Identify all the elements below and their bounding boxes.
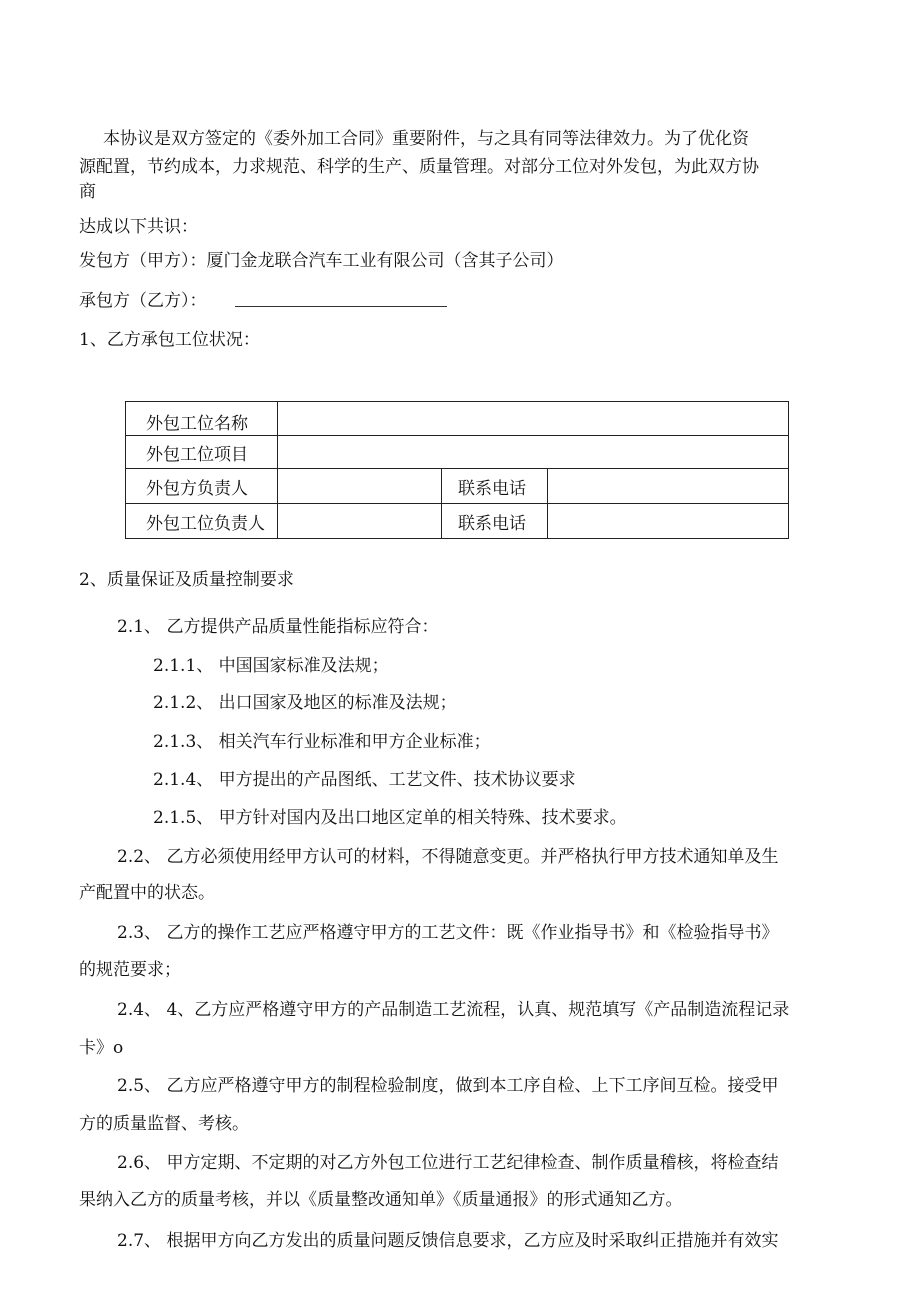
table-row (126, 402, 789, 436)
clause-2-5-line2: 方的质量监督、考核。 (79, 1114, 249, 1134)
station-item-value[interactable] (278, 436, 789, 469)
table-row (126, 469, 789, 504)
clause-2-5-line1: 2.5、 乙方应严格遵守甲方的制程检验制度，做到本工序自检、上下工序间互检。接受甲 (117, 1076, 779, 1096)
clause-2-2-line1: 2.2、 乙方必须使用经甲方认可的材料，不得随意变更。并严格执行甲方技术通知单及生 (117, 847, 779, 867)
clause-2-2-line2: 产配置中的状态。 (79, 883, 215, 903)
station-manager-value[interactable] (278, 504, 442, 539)
section2-heading: 2、质量保证及质量控制要求 (79, 570, 294, 590)
clause-2-4-line2: 卡》o (79, 1038, 124, 1058)
consensus-line: 达成以下共识： (79, 217, 198, 237)
party-a-line: 发包方（甲方）：厦门金龙联合汽车工业有限公司（含其子公司） (79, 251, 564, 271)
clause-2-4-line1: 2.4、 4、乙方应严格遵守甲方的产品制造工艺流程，认真、规范填写《产品制造流程记录 (117, 1000, 790, 1020)
station-name-value[interactable] (278, 402, 789, 436)
outsourcer-manager-value[interactable] (278, 469, 442, 504)
station-info-table (125, 401, 789, 539)
intro-line-3: 商 (79, 182, 96, 202)
clause-2-1-2: 2.1.2、 出口国家及地区的标准及法规； (153, 693, 457, 713)
party-b-label: 承包方（乙方）： (79, 291, 207, 311)
clause-2-3-line1: 2.3、 乙方的操作工艺应严格遵守甲方的工艺文件：既《作业指导书》和《检验指导书》 (117, 923, 779, 943)
station-phone-value[interactable] (548, 504, 789, 539)
clause-2-1-3: 2.1.3、 相关汽车行业标准和甲方企业标准； (153, 732, 491, 752)
clause-2-6-line2: 果纳入乙方的质量考核，并以《质量整改通知单》《质量通报》的形式通知乙方。 (79, 1190, 683, 1210)
outsourcer-manager-label: 外包方负责人 (126, 469, 278, 504)
intro-line-1: 本协议是双方签定的《委外加工合同》重要附件，与之具有同等法律效力。为了优化资 (103, 129, 749, 149)
clause-2-1: 2.1、 乙方提供产品质量性能指标应符合： (117, 617, 439, 637)
station-name-label: 外包工位名称 (126, 402, 278, 436)
clause-2-6-line1: 2.6、 甲方定期、不定期的对乙方外包工位进行工艺纪律检查、制作质量稽核，将检查结 (117, 1153, 779, 1173)
intro-line-2: 源配置，节约成本，力求规范、科学的生产、质量管理。对部分工位对外发包，为此双方协 (79, 157, 759, 177)
clause-2-3-line2: 的规范要求； (79, 960, 181, 980)
clause-2-7-line1: 2.7、 根据甲方向乙方发出的质量问题反馈信息要求，乙方应及时采取纠正措施并有效实 (117, 1231, 779, 1251)
section1-heading: 1、乙方承包工位状况： (79, 330, 260, 350)
outsourcer-phone-label: 联系电话 (442, 469, 548, 504)
clause-2-1-1: 2.1.1、 中国国家标准及法规； (153, 656, 389, 676)
table-row (126, 436, 789, 469)
station-manager-label: 外包工位负责人 (126, 504, 278, 539)
outsourcer-phone-value[interactable] (548, 469, 789, 504)
clause-2-1-4: 2.1.4、 甲方提出的产品图纸、工艺文件、技术协议要求 (153, 770, 576, 790)
station-item-label: 外包工位项目 (126, 436, 278, 469)
station-phone-label: 联系电话 (442, 504, 548, 539)
clause-2-1-5: 2.1.5、 甲方针对国内及出口地区定单的相关特殊、技术要求。 (153, 808, 627, 828)
table-row (126, 504, 789, 539)
party-b-blank (235, 306, 447, 307)
